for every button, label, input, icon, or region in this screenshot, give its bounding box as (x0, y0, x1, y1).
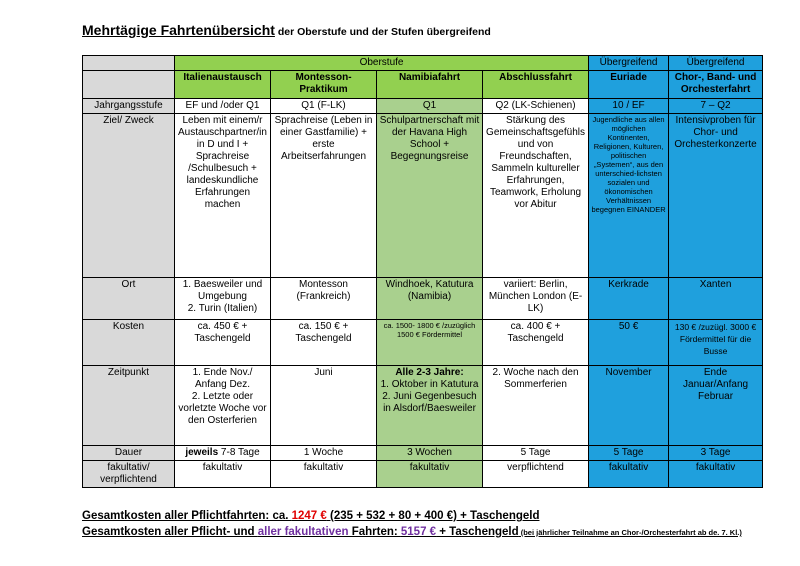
trip-overview-table (82, 55, 763, 488)
page-title: Mehrtägige Fahrtenübersicht der Oberstufe und der Stufen übergreifend (82, 22, 491, 38)
table-row-ort: Ort 1. Baesweiler und Umgebung 2. Turin (Italien) Montesson (Frankreich) Windhoek, Katutura (Namibia) variiert: Berlin, München London (E-LK) Kerkrade Xanten (83, 278, 763, 320)
footer-line-pflicht: Gesamtkosten aller Pflichtfahrten: ca. 1247 € (235 + 532 + 80 + 400 €) + Taschengeld (82, 510, 540, 522)
table-row-zeitpunkt: Zeitpunkt 1. Ende Nov./ Anfang Dez. 2. Letzte oder vorletzte Woche vor den Osterferien Juni Alle 2-3 Jahre: 1. Oktober in Katutura 2. Juni Gegenbesuch in Alsdorf/Baesweiler 2. Woche nach den Sommerferien November Ende Januar/Anfang Februar (83, 366, 763, 446)
table-row-fakultativ: fakultativ/ verpflichtend fakultativ fakultativ fakultativ verpflichtend fakultativ fakultativ (83, 461, 763, 488)
table-row-ziel: Ziel/ Zweck Leben mit einem/r Austauschpartner/in in D und I + Sprachreise /Schulbesuch + landeskundliche Erfahrungen machen Sprachreise (Leben in einer Gastfamilie) + erste Arbeitserfahrungen Schulpartnerschaft mit der Havana High School + Begegnungsreise Stärkung des Gemeinschaftsgefühls und von Freundschaften, Sammeln kultureller Erfahrungen, Teamwork, Erholung vor Abitur Jugendliche aus allen möglichen Kontinenten, Religionen, Kulturen, politischen „Systemen“, aus den unterschied-lichsten sozialen und ökonomischen Verhältnissen begegnen EINANDER Intensivproben für Chor- und Orchesterkonzerte (83, 114, 763, 278)
header-uebergreifend-1: Übergreifend (589, 56, 669, 71)
footer-line-gesamt: Gesamtkosten aller Pflicht- und aller fakultativen Fahrten: 5157 € + Taschengeld (bei jährlicher Teilnahme an Chor-/Orchesterfahrt ab de. 7. Kl.) (82, 526, 742, 538)
header-oberstufe: Oberstufe (175, 56, 589, 71)
table-row-jahrgang: Jahrgangsstufe EF und /oder Q1 Q1 (F-LK) Q1 Q2 (LK-Schienen) 10 / EF 7 – Q2 (83, 99, 763, 114)
trip-name: Italienaustausch (175, 71, 271, 99)
table-row-kosten: Kosten ca. 450 € + Taschengeld ca. 150 € + Taschengeld ca. 1500- 1800 € /zuzüglich 1500 € Fördermittel ca. 400 € + Taschengeld 50 € 130 € /zuzügl. 3000 € Fördermittel für die Busse (83, 320, 763, 366)
trip-name: Abschlussfahrt (483, 71, 589, 99)
trip-name: Namibiafahrt (377, 71, 483, 99)
trip-name: Montesson-Praktikum (271, 71, 377, 99)
trip-name: Chor-, Band- und Orchesterfahrt (669, 71, 763, 99)
header-uebergreifend-2: Übergreifend (669, 56, 763, 71)
table-header-row (83, 56, 763, 71)
trip-name: Euriade (589, 71, 669, 99)
table-row-dauer: Dauer jeweils 7-8 Tage 1 Woche 3 Wochen 5 Tage 5 Tage 3 Tage (83, 446, 763, 461)
table-row-trip-names (83, 71, 763, 99)
